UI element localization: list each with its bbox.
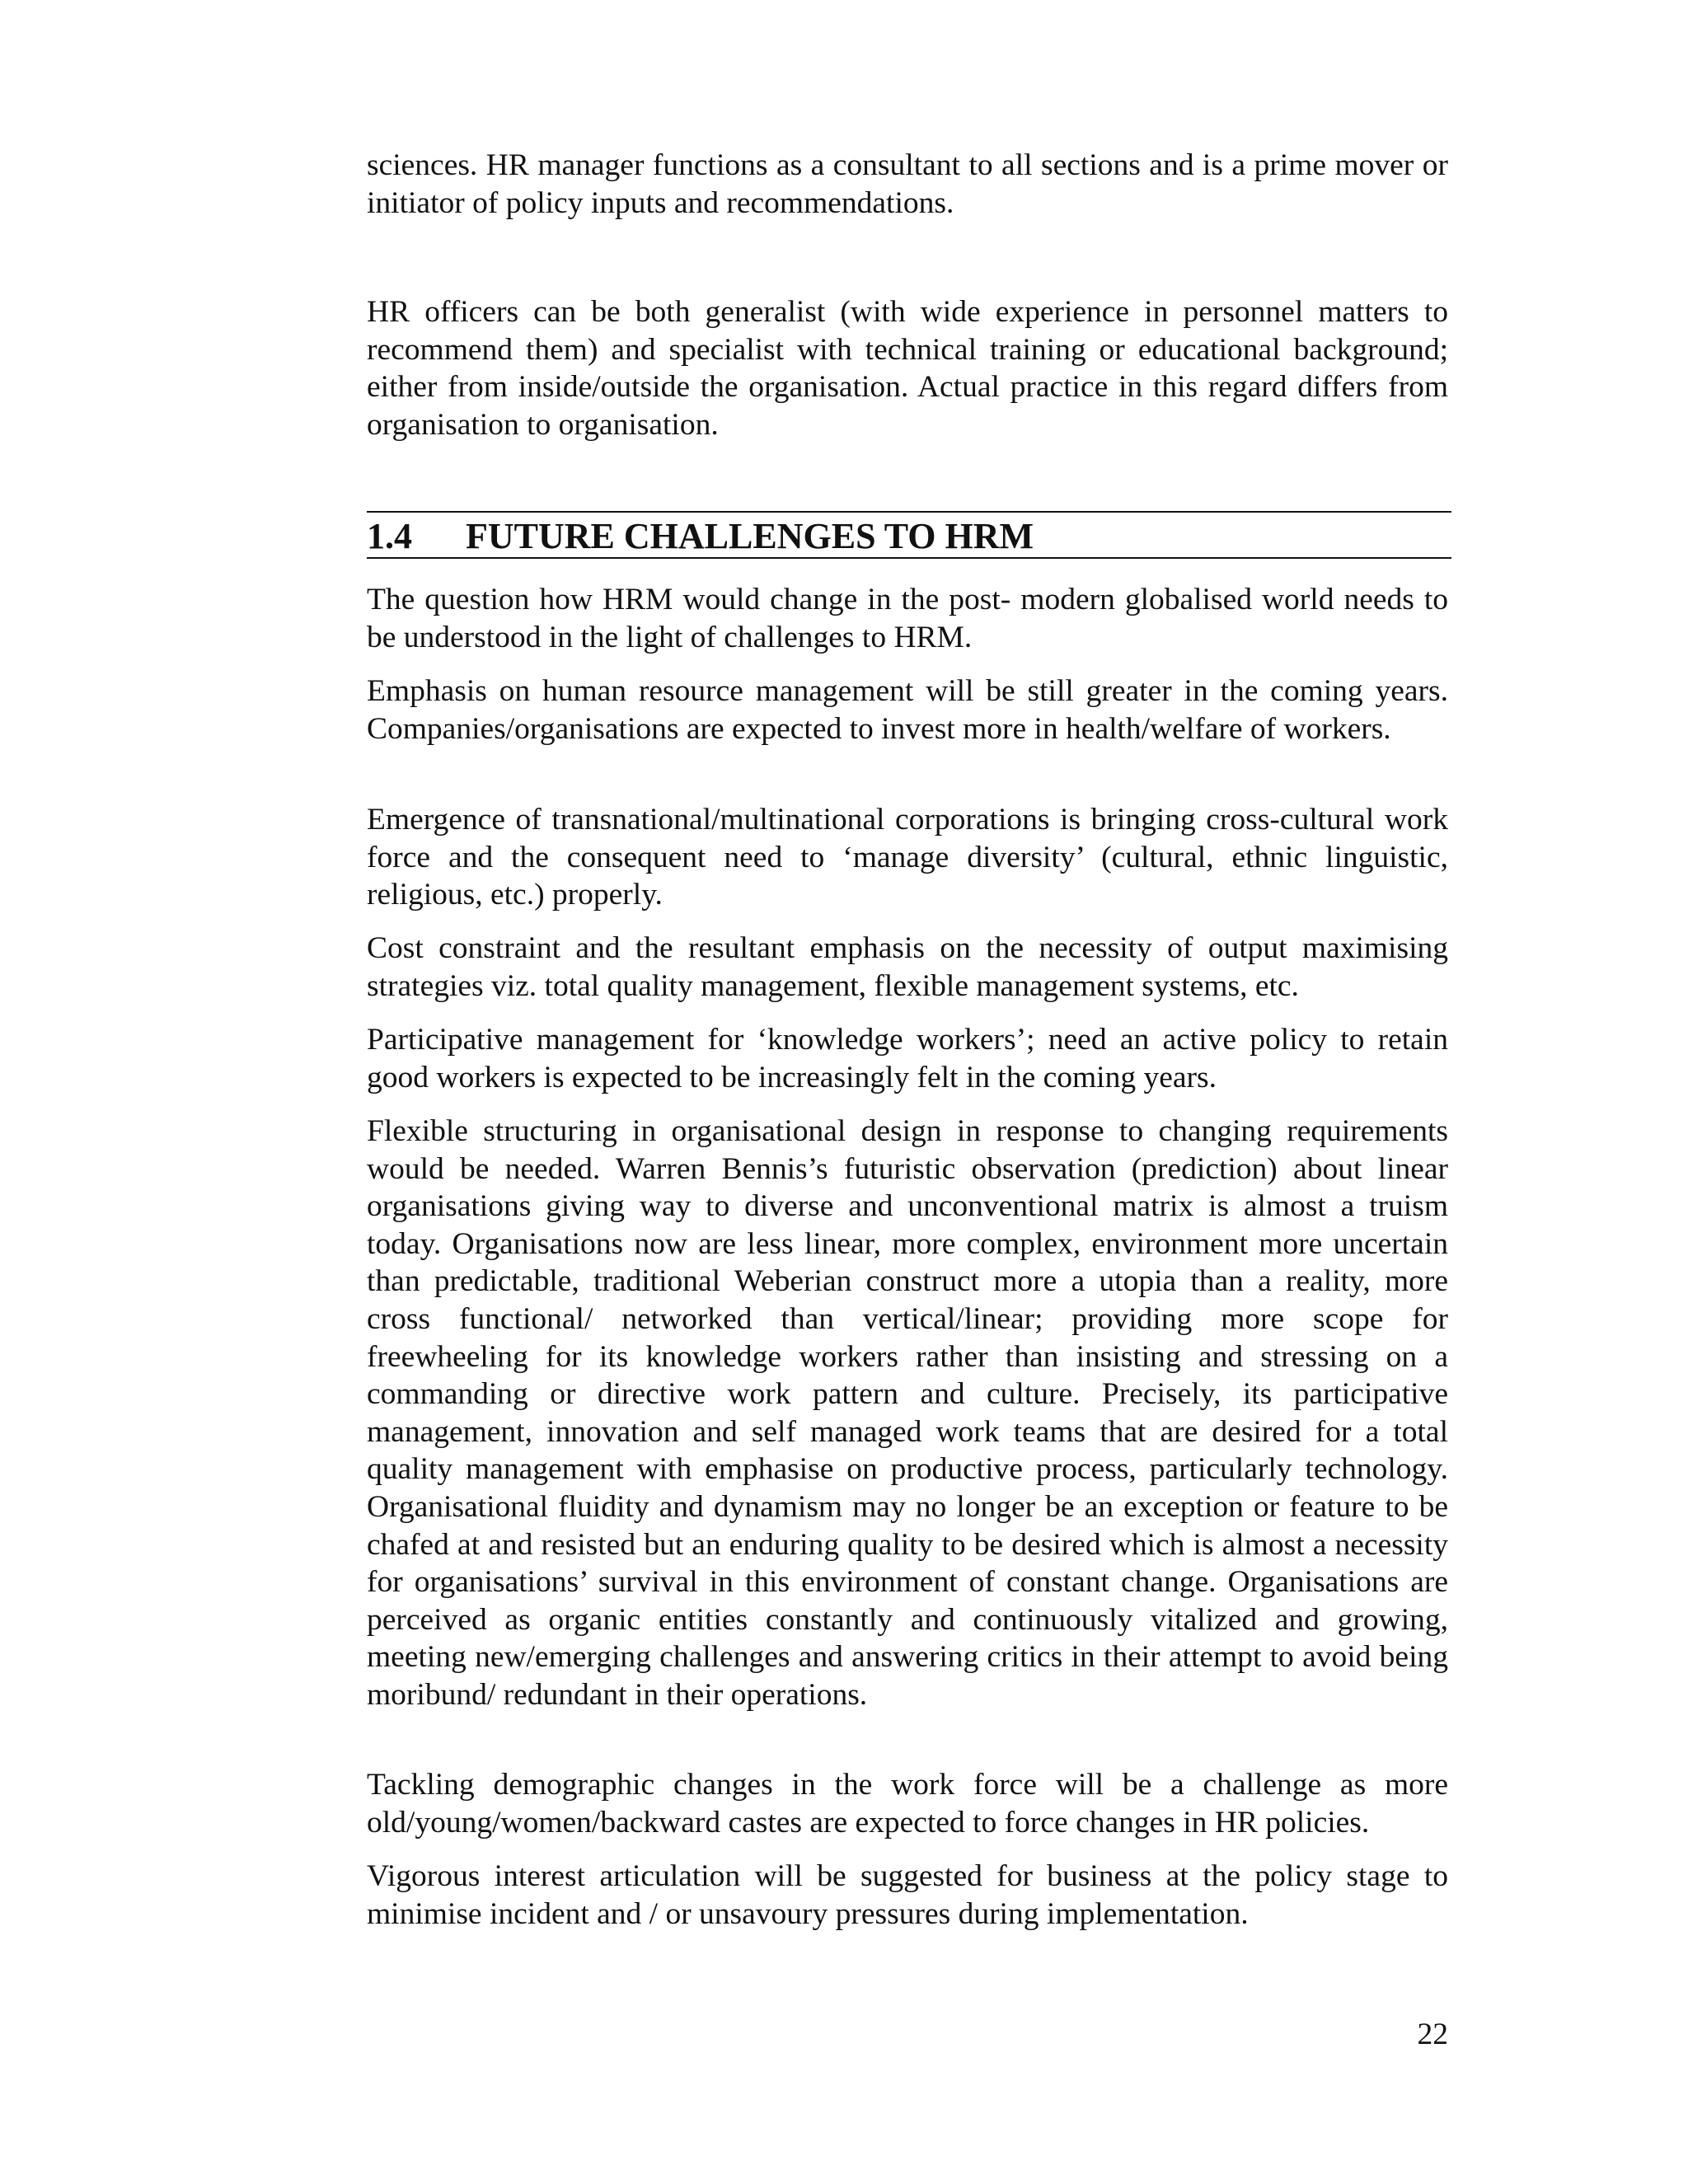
document-page bbox=[367, 0, 1448, 2184]
section-paragraph-8: Vigorous interest articulation will be suggested for business at the policy stage to minimise incident and / or unsavoury pressures during implementation. bbox=[367, 1859, 1448, 1931]
section-paragraph-4: Cost constraint and the resultant emphasis on the necessity of output maximising strategies viz. total quality management, flexible management systems, etc. bbox=[367, 931, 1448, 1003]
section-number: 1.4 bbox=[367, 516, 412, 556]
section-paragraph-1: The question how HRM would change in the post- modern globalised world needs to be understood in the light of challenges to HRM. bbox=[367, 583, 1448, 654]
section-paragraph-5: Participative management for ‘knowledge workers’; need an active policy to retain good workers is expected to be increasingly felt in the coming years. bbox=[367, 1023, 1448, 1094]
section-paragraph-6: Flexible structuring in organisational design in response to changing requirements would be needed. Warren Bennis’s futuristic observation (prediction) about linear organisations giving way to diverse and unconventional matrix is almost a truism today. Organisations now are less linear, more complex, environment more uncertain than predictable, traditional Weberian construct more a utopia than a reality, more cross functional/ networked than vertical/linear; providing more scope for freewheeling for its knowledge workers rather than insisting and stressing on a commanding or directive work pattern and culture. Precisely, its participative management, innovation and self managed work teams that are desired for a total quality management with emphasise on productive process, particularly technology. Organisational fluidity and dynamism may no longer be an exception or feature to be chafed at and resisted but an enduring quality to be desired which is almost a necessity for organisations’ survival in this environment of constant change. Organisations are perceived as organic entities constantly and continuously vitalized and growing, meeting new/emerging challenges and answering critics in their attempt to avoid being moribund/ redundant in their operations. bbox=[367, 1114, 1448, 1712]
intro-paragraph-1: sciences. HR manager functions as a consultant to all sections and is a prime mover or initiator of policy inputs and recommendations. bbox=[367, 148, 1448, 220]
page-number: 22 bbox=[1417, 2018, 1448, 2051]
section-paragraph-7: Tackling demographic changes in the work force will be a challenge as more old/young/women/backward castes are expected to force changes in HR policies. bbox=[367, 1768, 1448, 1840]
intro-paragraph-2: HR officers can be both generalist (with wide experience in personnel matters to recommend them) and specialist with technical training or educational background; either from inside/outside the organisation. Actual practice in this regard differs from organisation to organisation. bbox=[367, 295, 1448, 442]
section-heading bbox=[367, 511, 1451, 559]
section-title: FUTURE CHALLENGES TO HRM bbox=[466, 516, 1034, 556]
section-paragraph-3: Emergence of transnational/multinational corporations is bringing cross-cultural work force and the consequent need to ‘manage diversity’ (cultural, ethnic linguistic, religious, etc.) properly. bbox=[367, 803, 1448, 912]
section-paragraph-2: Emphasis on human resource management will be still greater in the coming years. Companies/organisations are expected to invest more in health/welfare of workers. bbox=[367, 674, 1448, 746]
